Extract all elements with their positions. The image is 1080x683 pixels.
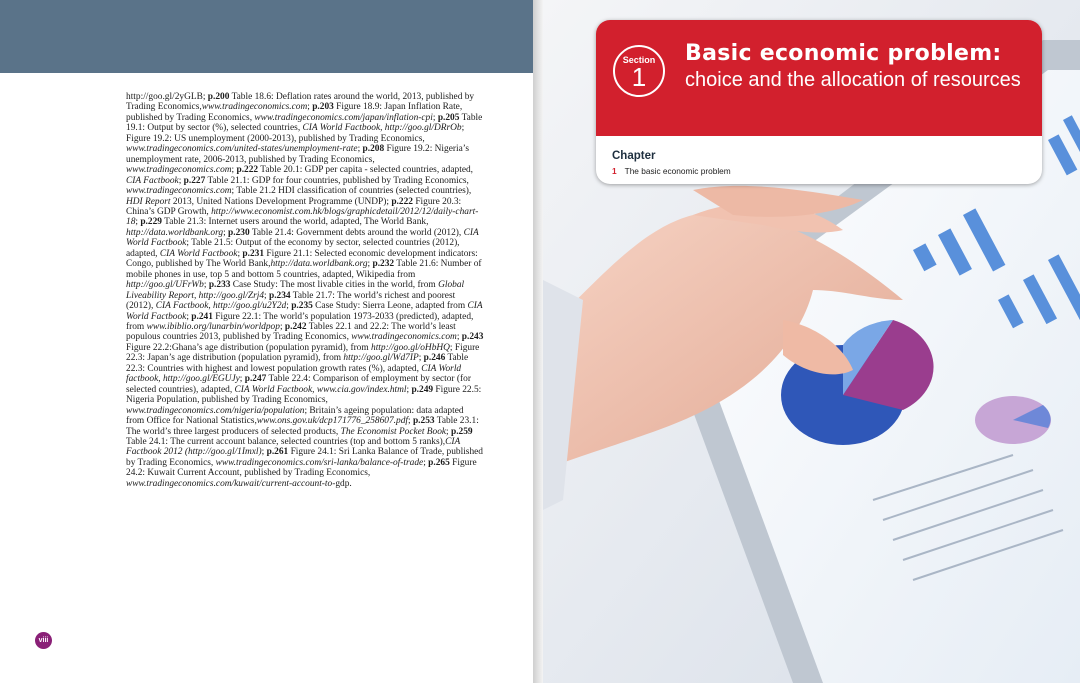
credit-run: http://www.economist.com.hk/blogs/graphicdetail/2012/12/daily-chart-18: [126, 206, 479, 228]
credit-run: ;: [446, 426, 451, 437]
credit-run: p.203: [312, 102, 334, 113]
credit-run: Table 21.7: The world’s richest and poorest (2012),: [126, 290, 456, 312]
credit-run: p.222: [391, 196, 413, 207]
credit-run: CIA Factbook, http://goo.gl/u2Y2d: [155, 301, 287, 312]
header-band: [0, 0, 533, 73]
credit-run: p.234: [268, 290, 291, 301]
credit-run: ; Britain’s ageing population: data adapted from Office for National Statistics,: [126, 405, 464, 427]
credit-run: http://goo.gl/UFrWb: [126, 280, 204, 291]
credit-run: p.261: [266, 447, 289, 458]
credit-run: Figure 22.2:Ghana’s age distribution (population pyramid), from: [126, 342, 372, 353]
credit-run: ;: [432, 112, 438, 123]
credit-run: p.222: [236, 165, 259, 176]
credit-run: ;: [279, 321, 285, 332]
credit-run: www.tradingeconomics.com/nigeria/population: [126, 405, 305, 416]
credit-run: ;: [264, 290, 269, 301]
credit-run: ; Table 21.2 HDI classification of countries (selected countries),: [231, 186, 472, 197]
credit-run: ;: [261, 447, 267, 458]
credit-run: p.242: [284, 321, 307, 332]
credit-run: p.233: [208, 280, 231, 291]
credit-run: Table 19.1: Output by sector (%), selected countries,: [126, 112, 483, 134]
credit-run: Figure 24.2: Kuwait Current Account, published by Trading Economics,: [126, 457, 477, 479]
chapter-list-item[interactable]: [612, 166, 731, 176]
credit-run: CIA World Factbook: [126, 227, 479, 249]
credit-run: ;: [223, 227, 229, 238]
credit-run: CIA World Factbook, http://goo.gl/DRrOb: [302, 123, 462, 134]
credit-run: ;: [239, 374, 245, 385]
section-label: Section: [622, 55, 656, 65]
credit-run: ; Table 21.5: Output of the economy by sector, selected countries (2012), adapted,: [126, 238, 460, 259]
credit-run: ;: [423, 457, 429, 468]
credit-run: Table 21.4: Government debts around the world (2012),: [249, 227, 464, 238]
section-badge: [613, 45, 665, 97]
credit-run: http://goo.gl/oHbHQ: [371, 342, 450, 353]
credit-run: p.232: [372, 259, 395, 270]
credit-run: http://data.worldbank.org: [126, 227, 224, 238]
credit-run: Figure 18.9: Japan Inflation Rate, published by Trading Economics,: [126, 102, 463, 123]
credit-run: p.265: [428, 457, 450, 468]
section-header-card: [596, 20, 1042, 184]
credit-run: The Economist Pocket Book: [340, 426, 447, 437]
credit-run: Table 21.6: Number of mobile phones in use, top 5 and bottom 5 countries, adapted, Wikipedia from: [126, 259, 482, 280]
credit-run: 2013, United Nations Development Programme (UNDP);: [170, 196, 392, 207]
credit-run: ;: [135, 217, 141, 228]
credit-run: Table 23.1: The world’s three largest producers of selected products,: [126, 416, 479, 437]
section-subtitle: choice and the allocation of resources: [685, 69, 1021, 91]
credit-run: Table 22.4: Comparison of employment by sector (for selected countries), adapted,: [126, 374, 471, 395]
credit-run: ;: [456, 332, 462, 343]
credit-run: ;: [237, 248, 243, 259]
credit-run: Table 24.1: The current account balance, selected countries (top and bottom 5 ranks),: [126, 436, 446, 447]
credit-run: www.ons.gov.uk/dcp171776_258607.pdf: [256, 416, 409, 427]
credit-run: www.tradingeconomics.com/sri-lanka/balance-of-trade: [215, 457, 424, 468]
credit-run: CIA World Factbook: [126, 301, 483, 322]
credit-run: ;: [357, 144, 363, 155]
credit-run: ; Figure 19.2: US unemployment (2000-2013), published by Trading Economics,: [126, 123, 465, 144]
credit-run: Global Liveability Report, http://goo.gl/Zrj4: [126, 280, 465, 301]
credit-run: p.200: [207, 92, 230, 102]
credit-run: CIA Factbook 2012 (http://goo.gl/1Imxl): [126, 436, 461, 458]
credit-run: ;: [178, 175, 184, 186]
section-title-band: [596, 20, 1042, 136]
credit-run: ;: [307, 102, 313, 113]
chapter-number: 1: [612, 166, 617, 176]
credit-run: ;: [231, 165, 237, 176]
credit-run: Figure 19.2: Nigeria’s unemployment rate, 2006-2013, published by Trading Economics,: [126, 144, 470, 165]
book-gutter: [533, 0, 543, 683]
credit-run: CIA World Factbook: [159, 248, 238, 259]
section-title: Basic economic problem:: [685, 41, 1002, 66]
credit-run: Table 20.1: GDP per capita - selected countries, adapted,: [258, 165, 474, 176]
credit-run: p.253: [412, 416, 435, 427]
credit-run: ;: [286, 301, 292, 312]
credit-run: CIA World Factbook, www.cia.gov/index.html: [234, 384, 407, 395]
credit-run: ;: [408, 416, 413, 427]
credit-run: www.tradingeconomics.com: [126, 186, 232, 197]
credit-run: www.tradingeconomics.com/kuwait/current-account-to: [126, 478, 333, 489]
credit-run: ;: [418, 353, 424, 364]
chapter-heading: Chapter: [612, 150, 656, 162]
credit-run: CIA Factbook: [126, 175, 179, 186]
credit-run: p.208: [362, 144, 385, 155]
credit-run: p.246: [423, 353, 446, 364]
credit-run: p.229: [140, 217, 162, 228]
credit-run: CIA World factbook, http://goo.gl/EGUJy: [126, 363, 462, 385]
credit-run: p.231: [242, 248, 265, 259]
credit-run: Figure 22.5: Nigeria Population, published by Trading Economics,: [126, 384, 482, 406]
credit-run: p.235: [291, 301, 313, 312]
credit-run: Figure 24.1: Sri Lanka Balance of Trade, published by Trading Economics,: [126, 447, 483, 468]
credit-run: Table 21.1: GDP for four countries, published by Trading Economics,: [205, 175, 469, 186]
credit-run: Table 22.3: Countries with highest and lowest population growth rates (%), adapted,: [126, 353, 469, 374]
credit-run: Case Study: Sierra Leone, adapted from: [312, 301, 468, 312]
credit-run: www.tradingeconomics.com: [351, 332, 457, 343]
credit-run: www.ibiblio.org/lunarbin/worldpop: [146, 321, 280, 332]
left-page: [0, 0, 533, 683]
credit-run: Figure 21.1: Selected economic development indicators: Congo, published by The World Bank,: [126, 248, 478, 270]
credit-run: p.205: [437, 112, 460, 123]
credit-run: Figure 20.3: China’s GDP Growth,: [126, 196, 462, 217]
credit-run: ; Figure 22.3: Japan’s age distribution (population pyramid), from: [126, 342, 480, 364]
credit-run: p.230: [228, 227, 250, 238]
credit-run: Figure 22.1: The world’s population 1973-2033 (predicted), adapted, from: [126, 311, 474, 332]
credit-run: ;: [186, 311, 192, 322]
credit-run: www.tradingeconomics.com/japan/inflation-cpi: [254, 112, 433, 123]
credit-run: p.241: [191, 311, 213, 322]
credit-run: http://data.worldbank.org: [270, 259, 368, 270]
credit-run: http://goo.gl/2yGLB;: [126, 92, 208, 102]
credit-run: Tables 22.1 and 22.2: The world’s least populous countries 2013, published by Trading Economics,: [126, 321, 456, 343]
credit-run: ;: [367, 259, 373, 270]
credit-run: ;: [203, 280, 209, 291]
credit-run: www.tradingeconomics.com: [201, 102, 308, 113]
page-number-badge: viii: [35, 632, 52, 649]
credit-run: p.227: [183, 175, 206, 186]
acknowledgements-text: [126, 92, 484, 489]
credit-run: p.249: [411, 384, 434, 395]
credit-run: www.tradingeconomics.com: [126, 165, 232, 176]
credit-run: www.tradingeconomics.com/united-states/unemployment-rate: [126, 144, 358, 155]
credit-run: -gdp.: [332, 478, 352, 489]
credit-run: http://goo.gl/Wd7IP: [343, 353, 419, 364]
credit-run: HDI Report: [126, 196, 171, 207]
chapter-title: The basic economic problem: [624, 166, 731, 176]
credit-run: Table 21.3: Internet users around the world, adapted, The World Bank,: [161, 217, 429, 228]
credit-run: p.259: [451, 426, 473, 437]
section-number: 1: [631, 62, 647, 92]
credit-run: p.243: [461, 332, 484, 343]
credit-run: Table 18.6: Deflation rates around the world, 2013, published by Trading Economics,: [126, 92, 475, 113]
credit-run: ;: [406, 384, 412, 395]
credit-run: Case Study: The most livable cities in the world, from: [230, 280, 439, 291]
credit-run: p.247: [244, 374, 267, 385]
